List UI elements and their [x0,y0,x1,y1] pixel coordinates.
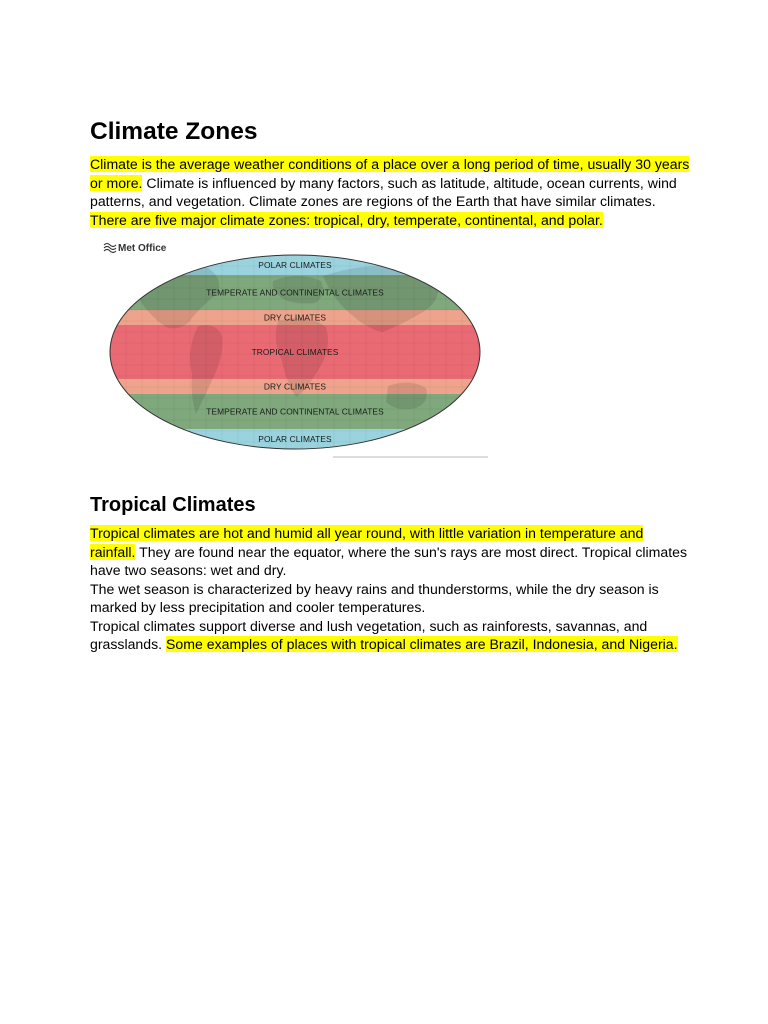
met-office-logo [104,243,167,254]
body-text: The wet season is characterized by heavy rains and thunderstorms, while the dry season is [90,580,659,597]
logo-text: Met Office [118,243,167,254]
band-label: POLAR CLIMATES [258,260,332,270]
trop-line-2 [90,543,690,562]
band-label: TEMPERATE AND CONTINENTAL CLIMATES [206,287,384,298]
highlighted-text: or more. [90,174,143,191]
band-label: TEMPERATE AND CONTINENTAL CLIMATES [206,406,384,417]
body-text: grasslands. [90,636,166,652]
band-label: POLAR CLIMATES [258,434,332,444]
trop-line-6 [90,617,690,636]
intro-line-1 [90,155,690,174]
body-text: have two seasons: wet and dry. [90,562,287,578]
band-label: DRY CLIMATES [263,312,327,323]
world-climate-map-svg [98,236,498,468]
section-title: Tropical Climates [90,494,256,516]
highlighted-text: Climate is the average weather conditions of a place over a long period of time, usually 30 years [90,156,690,172]
highlighted-text: rainfall. [90,543,136,560]
intro-line-2 [90,174,690,193]
tropical-paragraph [90,524,690,654]
band-label: DRY CLIMATES [263,381,327,392]
body-text: Climate is influenced by many factors, such as latitude, altitude, ocean currents, wind [142,174,677,191]
trop-line-4 [90,580,690,599]
body-text: They are found near the equator, where the sun's rays are most direct. Tropical climates [135,543,688,560]
trop-line-1 [90,524,690,543]
trop-line-3 [90,561,690,580]
body-text: Tropical climates support diverse and lush vegetation, such as rainforests, savannas, and [90,617,648,634]
highlighted-text: Some examples of places with tropical climates are Brazil, Indonesia, and Nigeria. [166,636,678,652]
intro-line-4 [90,211,690,230]
highlighted-text: There are five major climate zones: tropical, dry, temperate, continental, and polar. [90,211,603,228]
trop-line-5 [90,598,690,617]
climate-zones-map [98,236,498,468]
page-title: Climate Zones [90,118,258,145]
trop-line-7 [90,635,690,654]
body-text: marked by less precipitation and cooler temperatures. [90,599,426,615]
band-label: TROPICAL CLIMATES [251,347,339,357]
highlighted-text: Tropical climates are hot and humid all year round, with little variation in temperature and [90,525,644,541]
intro-paragraph [90,155,690,229]
intro-line-3 [90,192,690,211]
body-text: patterns, and vegetation. Climate zones are regions of the Earth that have similar climates. [90,193,656,209]
